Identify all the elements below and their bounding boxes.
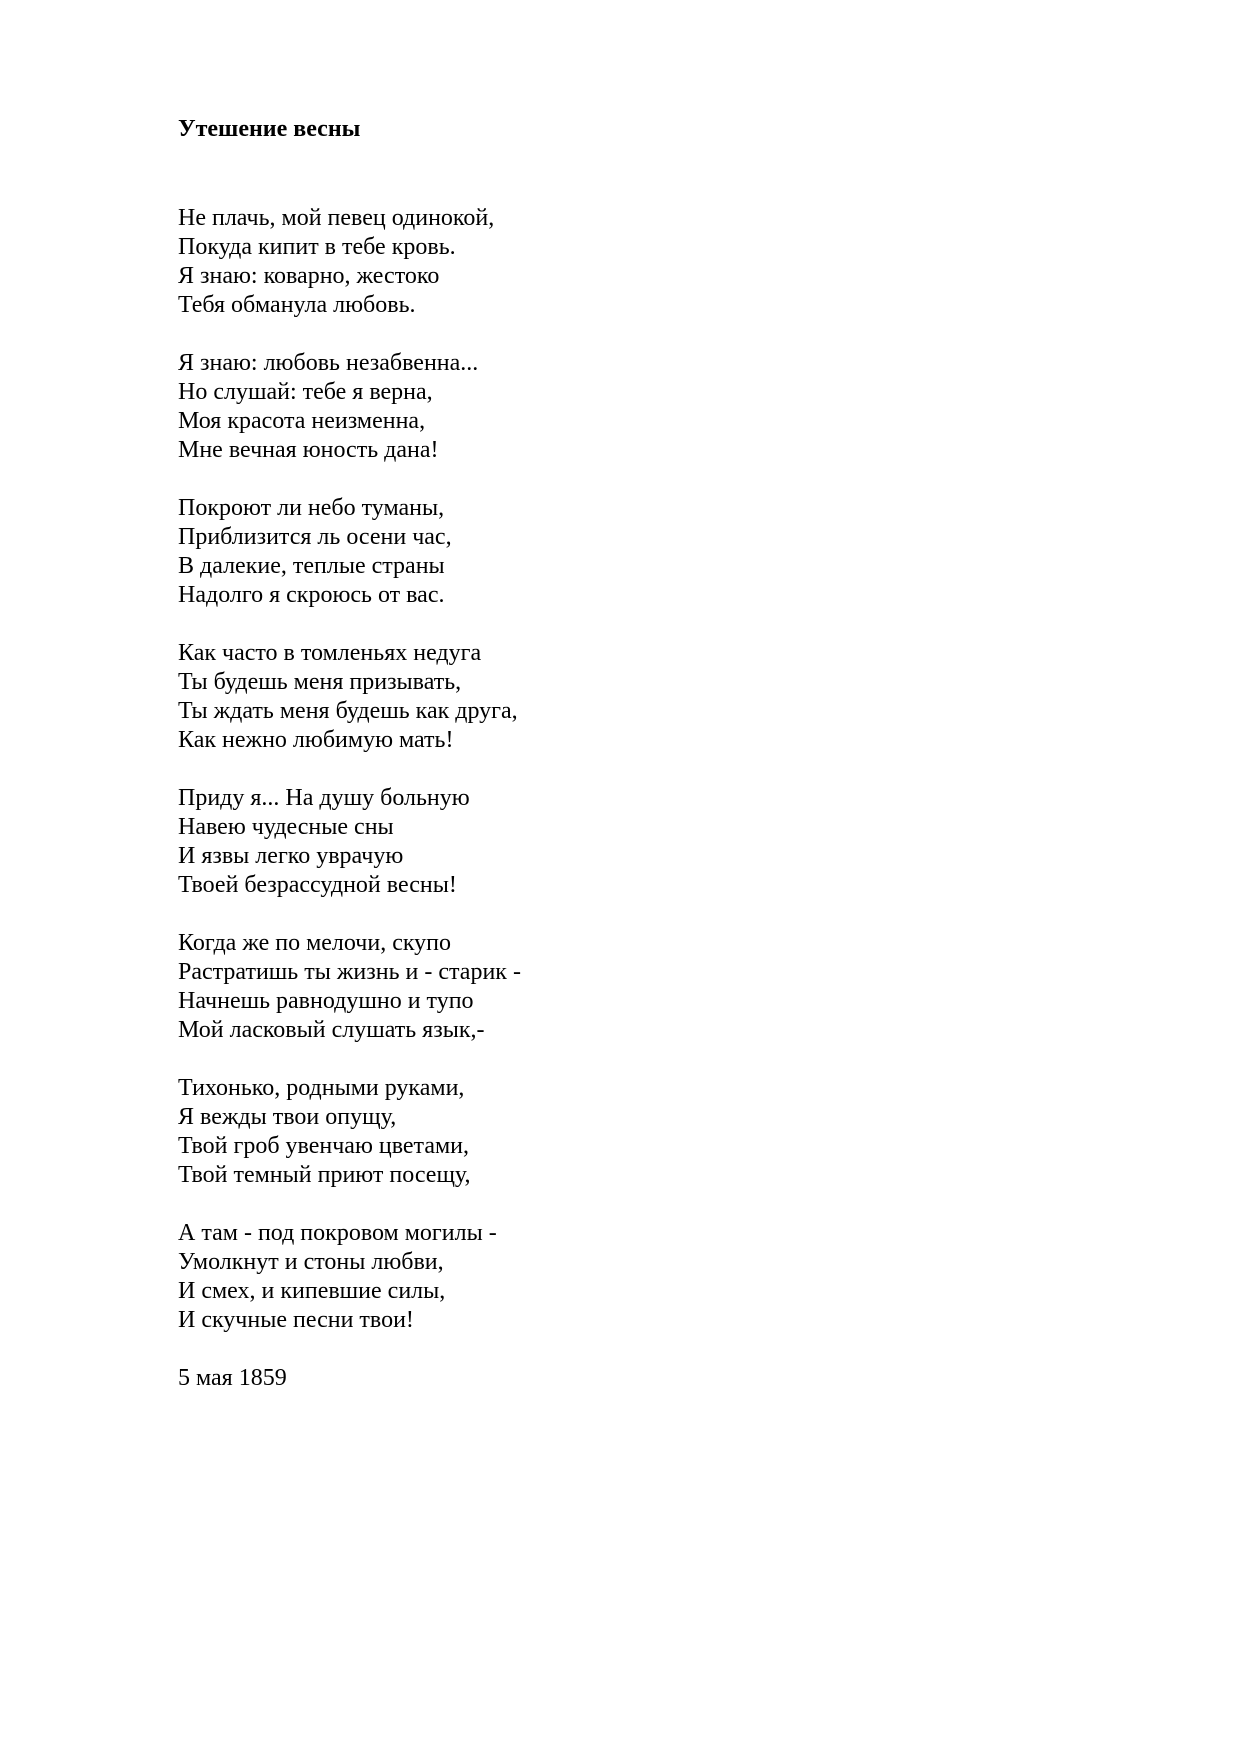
poem-line: Приблизится ль осени час, bbox=[178, 524, 452, 550]
poem-line: В далекие, теплые страны bbox=[178, 553, 445, 579]
poem-line: Навею чудесные сны bbox=[178, 814, 394, 840]
poem-line: Ты будешь меня призывать, bbox=[178, 669, 462, 695]
poem-body bbox=[178, 204, 1078, 1335]
poem-line: Начнешь равнодушно и тупо bbox=[178, 988, 474, 1014]
poem-line: Покуда кипит в тебе кровь. bbox=[178, 234, 456, 260]
poem-line: Я знаю: любовь незабвенна... bbox=[178, 350, 479, 376]
poem-line: Не плачь, мой певец одинокой, bbox=[178, 205, 495, 231]
poem-line: А там - под покровом могилы - bbox=[178, 1220, 497, 1246]
poem-line: Как часто в томленьях недуга bbox=[178, 640, 482, 666]
poem-line: Твоей безрассудной весны! bbox=[178, 872, 457, 898]
poem-line: Растратишь ты жизнь и - старик - bbox=[178, 959, 521, 985]
poem-line: Умолкнут и стоны любви, bbox=[178, 1249, 444, 1275]
stanza-4 bbox=[178, 639, 1078, 755]
poem-line: Тебя обманула любовь. bbox=[178, 292, 416, 318]
poem-line: Как нежно любимую мать! bbox=[178, 727, 454, 753]
stanza-1 bbox=[178, 204, 1078, 320]
poem-line: Мой ласковый слушать язык,- bbox=[178, 1017, 485, 1043]
poem-line: Покроют ли небо туманы, bbox=[178, 495, 445, 521]
poem-line: Но слушай: тебе я верна, bbox=[178, 379, 433, 405]
poem-line: И скучные песни твои! bbox=[178, 1307, 414, 1333]
poem-line: Твой гроб увенчаю цветами, bbox=[178, 1133, 470, 1159]
poem-line: Ты ждать меня будешь как друга, bbox=[178, 698, 518, 724]
poem-line: Надолго я скроюсь от вас. bbox=[178, 582, 445, 608]
poem-title: Утешение весны bbox=[178, 116, 361, 142]
poem-line: И смех, и кипевшие силы, bbox=[178, 1278, 446, 1304]
poem-line: Твой темный приют посещу, bbox=[178, 1162, 471, 1188]
stanza-8 bbox=[178, 1219, 1078, 1335]
stanza-6 bbox=[178, 929, 1078, 1045]
poem-line: Когда же по мелочи, скупо bbox=[178, 930, 452, 956]
poem-line: И язвы легко уврачую bbox=[178, 843, 404, 869]
poem-line: Я знаю: коварно, жестоко bbox=[178, 263, 440, 289]
poem-line: Тихонько, родными руками, bbox=[178, 1075, 465, 1101]
stanza-5 bbox=[178, 784, 1078, 900]
stanza-2 bbox=[178, 349, 1078, 465]
stanza-3 bbox=[178, 494, 1078, 610]
poem-content bbox=[178, 115, 1078, 1393]
stanza-7 bbox=[178, 1074, 1078, 1190]
poem-line: Приду я... На душу больную bbox=[178, 785, 470, 811]
poem-line: Я вежды твои опущу, bbox=[178, 1104, 397, 1130]
poem-line: Моя красота неизменна, bbox=[178, 408, 426, 434]
poem-date: 5 мая 1859 bbox=[178, 1365, 287, 1391]
poem-line: Мне вечная юность дана! bbox=[178, 437, 439, 463]
